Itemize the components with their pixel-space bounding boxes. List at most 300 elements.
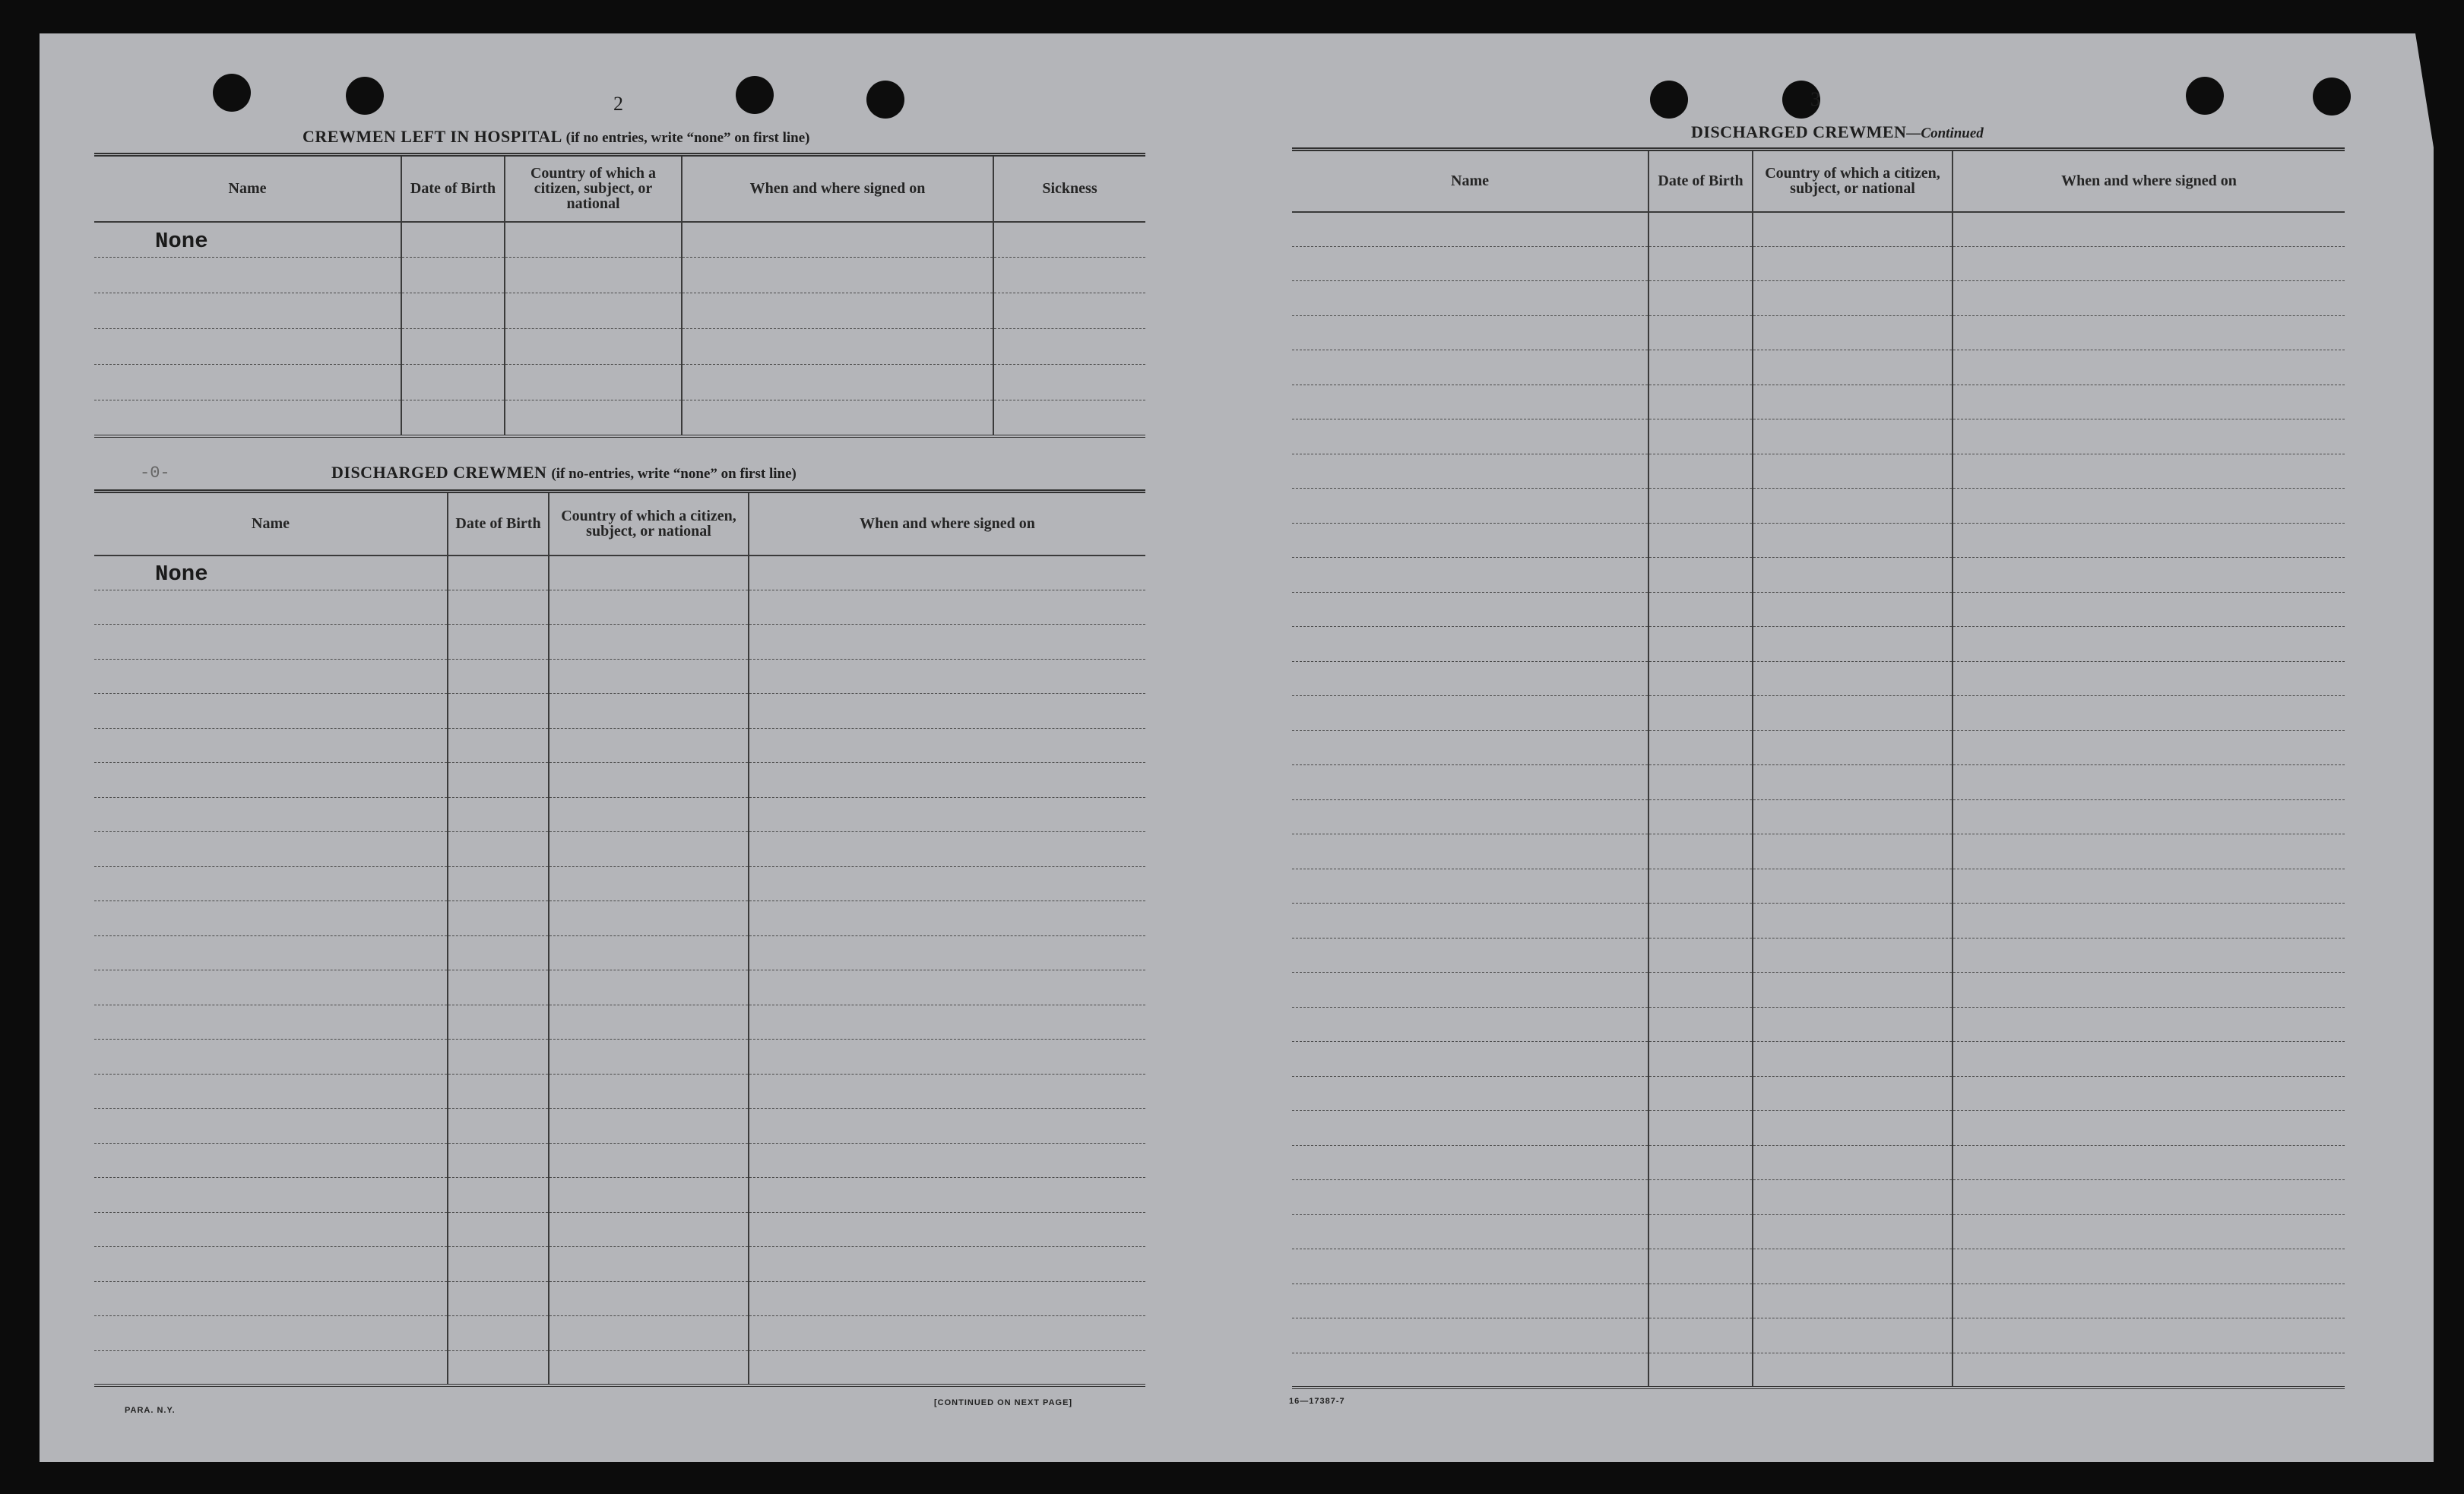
table-row — [94, 1212, 1145, 1247]
table-row — [94, 329, 1145, 365]
table-cell — [549, 1109, 749, 1144]
table-cell — [1953, 592, 2345, 627]
table-row — [1292, 1318, 2345, 1353]
table-cell — [1292, 454, 1648, 489]
table-cell — [1292, 489, 1648, 524]
table-row — [1292, 799, 2345, 834]
table-row — [94, 293, 1145, 329]
table-cell — [549, 694, 749, 729]
table-cell — [749, 1143, 1145, 1178]
table-cell — [1753, 1111, 1953, 1146]
column-header-signed-on: When and where signed on — [1953, 150, 2345, 212]
table-cell — [94, 659, 448, 694]
table-cell — [1648, 869, 1753, 904]
table-cell — [1753, 419, 1953, 454]
table-cell — [549, 590, 749, 625]
table-cell — [505, 400, 682, 436]
table-cell — [94, 1350, 448, 1385]
table-cell — [1648, 1318, 1753, 1353]
table-row — [1292, 558, 2345, 593]
continued-note: [CONTINUED ON NEXT PAGE] — [934, 1398, 1073, 1407]
table-cell — [448, 659, 549, 694]
table-cell — [448, 1040, 549, 1075]
table-row — [94, 1178, 1145, 1213]
table-row — [1292, 1249, 2345, 1284]
table-cell — [1292, 1145, 1648, 1180]
table-row — [1292, 592, 2345, 627]
table-cell — [1648, 765, 1753, 800]
table-cell — [94, 329, 401, 365]
table-cell — [1648, 1076, 1753, 1111]
table-cell — [1953, 419, 2345, 454]
table-cell — [1953, 489, 2345, 524]
printer-mark: PARA. N.Y. — [125, 1406, 176, 1415]
table-cell — [993, 222, 1145, 258]
table-cell — [1648, 419, 1753, 454]
table-cell — [682, 400, 993, 436]
table-cell — [1292, 1284, 1648, 1318]
table-cell — [401, 400, 505, 436]
table-row — [1292, 212, 2345, 247]
table-cell — [1753, 869, 1953, 904]
table-cell — [1292, 973, 1648, 1008]
table-cell — [1753, 212, 1953, 247]
table-cell — [1292, 1353, 1648, 1388]
table-cell — [448, 694, 549, 729]
table-row — [1292, 834, 2345, 869]
table-cell — [94, 1109, 448, 1144]
table-cell — [1953, 1214, 2345, 1249]
table-cell — [1953, 1318, 2345, 1353]
table-cell — [505, 329, 682, 365]
table-cell — [401, 329, 505, 365]
table-cell — [448, 797, 549, 832]
table-cell — [1648, 489, 1753, 524]
table-row — [1292, 1076, 2345, 1111]
table-cell — [94, 556, 448, 590]
table-cell — [1648, 1111, 1753, 1146]
table-row — [1292, 1180, 2345, 1215]
table-row — [1292, 385, 2345, 419]
table-cell — [1292, 938, 1648, 973]
table-cell — [749, 1316, 1145, 1351]
table-cell — [1953, 973, 2345, 1008]
table-cell — [749, 694, 1145, 729]
table-cell — [1753, 523, 1953, 558]
hospital-title-instruction: (if no entries, write “none” on first line) — [565, 130, 810, 146]
table-cell — [1648, 1145, 1753, 1180]
column-header-name: Name — [94, 492, 448, 556]
table-cell — [1953, 869, 2345, 904]
table-cell — [993, 365, 1145, 400]
table-row — [1292, 419, 2345, 454]
table-cell — [448, 590, 549, 625]
table-cell — [94, 763, 448, 798]
continued-table — [1292, 147, 2345, 1389]
table-cell — [1753, 1007, 1953, 1042]
table-cell — [1292, 869, 1648, 904]
table-cell — [682, 222, 993, 258]
table-row — [94, 556, 1145, 590]
table-row — [94, 625, 1145, 660]
table-cell — [1292, 799, 1648, 834]
table-cell — [505, 365, 682, 400]
table-cell — [1292, 696, 1648, 731]
table-cell — [1292, 765, 1648, 800]
table-cell — [749, 1074, 1145, 1109]
table-cell — [749, 866, 1145, 901]
table-cell — [549, 1316, 749, 1351]
punch-hole — [2313, 78, 2351, 116]
table-cell — [1648, 973, 1753, 1008]
table-cell — [401, 222, 505, 258]
continued-label: —Continued — [1906, 125, 1984, 141]
table-cell — [1953, 523, 2345, 558]
table-row — [94, 694, 1145, 729]
table-row — [1292, 938, 2345, 973]
table-row — [1292, 973, 2345, 1008]
table-row — [1292, 904, 2345, 938]
table-cell — [749, 659, 1145, 694]
table-cell — [993, 293, 1145, 329]
table-cell — [94, 1212, 448, 1247]
table-cell — [1292, 385, 1648, 419]
table-cell — [505, 222, 682, 258]
table-cell — [549, 1178, 749, 1213]
column-header-country: Country of which a citizen, subject, or national — [549, 492, 749, 556]
table-row — [94, 797, 1145, 832]
table-cell — [1648, 281, 1753, 316]
punch-hole — [346, 77, 384, 115]
table-row — [1292, 350, 2345, 385]
table-cell — [94, 694, 448, 729]
column-header-signed-on: When and where signed on — [682, 155, 993, 222]
form-number: 16—17387-7 — [1289, 1397, 1345, 1406]
table-row — [1292, 1214, 2345, 1249]
table-cell — [1292, 1076, 1648, 1111]
discharged-table — [94, 489, 1145, 1387]
table-cell — [1648, 1042, 1753, 1077]
table-cell — [94, 1316, 448, 1351]
table-cell — [1953, 385, 2345, 419]
table-cell — [1648, 558, 1753, 593]
table-cell — [448, 1143, 549, 1178]
table-cell — [94, 293, 401, 329]
table-row — [94, 590, 1145, 625]
column-header-country: Country of which a citizen, subject, or national — [505, 155, 682, 222]
table-cell — [1953, 799, 2345, 834]
table-cell — [1648, 246, 1753, 281]
table-cell — [1753, 834, 1953, 869]
hospital-title-text: CREWMEN LEFT IN HOSPITAL — [302, 127, 562, 146]
table-cell — [1953, 938, 2345, 973]
typed-entry: None — [155, 561, 208, 587]
table-row — [1292, 1353, 2345, 1388]
table-cell — [448, 970, 549, 1005]
punch-hole — [866, 81, 904, 119]
table-cell — [1953, 281, 2345, 316]
table-row — [94, 1316, 1145, 1351]
table-cell — [1292, 419, 1648, 454]
table-cell — [1292, 592, 1648, 627]
table-cell — [749, 1109, 1145, 1144]
table-cell — [1753, 696, 1953, 731]
table-cell — [1753, 938, 1953, 973]
table-cell — [1292, 281, 1648, 316]
table-cell — [1292, 661, 1648, 696]
table-cell — [1753, 592, 1953, 627]
table-cell — [1753, 765, 1953, 800]
table-cell — [1292, 523, 1648, 558]
column-header-name: Name — [1292, 150, 1648, 212]
table-cell — [1753, 281, 1953, 316]
table-cell — [682, 365, 993, 400]
table-cell — [1648, 315, 1753, 350]
column-header-date-of-birth: Date of Birth — [1648, 150, 1753, 212]
table-cell — [1953, 1284, 2345, 1318]
table-cell — [94, 1247, 448, 1282]
column-header-date-of-birth: Date of Birth — [401, 155, 505, 222]
table-cell — [1753, 730, 1953, 765]
table-cell — [1953, 904, 2345, 938]
table-cell — [94, 1074, 448, 1109]
table-cell — [448, 1281, 549, 1316]
table-row — [1292, 765, 2345, 800]
discharged-section-title — [331, 463, 797, 483]
table-cell — [1753, 315, 1953, 350]
table-row — [1292, 1111, 2345, 1146]
table-cell — [1953, 1111, 2345, 1146]
table-cell — [1648, 454, 1753, 489]
table-cell — [1648, 1284, 1753, 1318]
table-cell — [549, 1247, 749, 1282]
table-cell — [1292, 1111, 1648, 1146]
table-cell — [1753, 350, 1953, 385]
table-cell — [749, 797, 1145, 832]
table-cell — [749, 728, 1145, 763]
table-cell — [749, 832, 1145, 867]
page-left — [40, 33, 1218, 1462]
table-cell — [749, 1350, 1145, 1385]
hospital-section-title — [302, 127, 809, 147]
table-cell — [1953, 765, 2345, 800]
table-cell — [1953, 1007, 2345, 1042]
table-row — [94, 832, 1145, 867]
table-cell — [448, 763, 549, 798]
table-cell — [1753, 489, 1953, 524]
table-row — [1292, 1007, 2345, 1042]
table-cell — [1953, 350, 2345, 385]
table-cell — [549, 970, 749, 1005]
table-row — [94, 659, 1145, 694]
table-row — [94, 222, 1145, 258]
table-cell — [1292, 1180, 1648, 1215]
table-cell — [1953, 730, 2345, 765]
table-cell — [1292, 730, 1648, 765]
column-header-signed-on: When and where signed on — [749, 492, 1145, 556]
table-cell — [1953, 246, 2345, 281]
table-cell — [448, 1074, 549, 1109]
table-cell — [94, 866, 448, 901]
table-cell — [1292, 904, 1648, 938]
table-cell — [1292, 246, 1648, 281]
table-cell — [1753, 799, 1953, 834]
table-row — [1292, 730, 2345, 765]
table-cell — [1292, 1042, 1648, 1077]
table-cell — [1753, 246, 1953, 281]
table-cell — [749, 935, 1145, 970]
table-row — [94, 365, 1145, 400]
table-cell — [94, 901, 448, 936]
table-cell — [1648, 212, 1753, 247]
table-cell — [505, 258, 682, 293]
table-cell — [94, 365, 401, 400]
table-cell — [1648, 592, 1753, 627]
table-cell — [1953, 627, 2345, 662]
table-cell — [94, 797, 448, 832]
table-cell — [1292, 1214, 1648, 1249]
table-cell — [549, 763, 749, 798]
table-row — [1292, 1145, 2345, 1180]
table-cell — [1753, 904, 1953, 938]
table-cell — [1292, 558, 1648, 593]
table-row — [1292, 454, 2345, 489]
table-row — [94, 258, 1145, 293]
table-cell — [682, 329, 993, 365]
table-cell — [448, 625, 549, 660]
table-cell — [1753, 454, 1953, 489]
table-cell — [1953, 1249, 2345, 1284]
table-cell — [549, 1143, 749, 1178]
table-row — [94, 866, 1145, 901]
column-header-country: Country of which a citizen, subject, or national — [1753, 150, 1953, 212]
table-row — [1292, 281, 2345, 316]
table-cell — [549, 728, 749, 763]
table-cell — [749, 556, 1145, 590]
table-cell — [1753, 661, 1953, 696]
table-cell — [549, 832, 749, 867]
table-cell — [1753, 1180, 1953, 1215]
table-cell — [448, 866, 549, 901]
table-cell — [94, 832, 448, 867]
table-cell — [1648, 1180, 1753, 1215]
table-cell — [401, 293, 505, 329]
table-cell — [1648, 385, 1753, 419]
table-cell — [549, 1350, 749, 1385]
table-cell — [1648, 627, 1753, 662]
table-cell — [749, 1178, 1145, 1213]
discharged-title-text: DISCHARGED CREWMEN — [331, 463, 547, 482]
table-row — [94, 728, 1145, 763]
table-cell — [448, 832, 549, 867]
table-cell — [448, 901, 549, 936]
table-cell — [749, 970, 1145, 1005]
table-cell — [1953, 834, 2345, 869]
table-cell — [1753, 1042, 1953, 1077]
table-row — [1292, 627, 2345, 662]
table-row — [94, 1143, 1145, 1178]
table-row — [1292, 489, 2345, 524]
continued-title-text: DISCHARGED CREWMEN — [1691, 122, 1907, 141]
table-cell — [94, 970, 448, 1005]
table-cell — [682, 258, 993, 293]
table-cell — [1648, 696, 1753, 731]
table-cell — [401, 365, 505, 400]
table-cell — [1753, 1214, 1953, 1249]
table-cell — [749, 1040, 1145, 1075]
table-cell — [94, 1281, 448, 1316]
table-cell — [94, 1178, 448, 1213]
table-cell — [749, 590, 1145, 625]
table-cell — [448, 1178, 549, 1213]
table-cell — [1953, 315, 2345, 350]
table-row — [94, 1247, 1145, 1282]
table-cell — [1753, 973, 1953, 1008]
table-cell — [749, 763, 1145, 798]
table-cell — [549, 866, 749, 901]
table-cell — [549, 625, 749, 660]
table-cell — [549, 1040, 749, 1075]
table-cell — [448, 1109, 549, 1144]
table-cell — [505, 293, 682, 329]
table-cell — [448, 728, 549, 763]
table-cell — [749, 1247, 1145, 1282]
table-cell — [1753, 1249, 1953, 1284]
table-cell — [94, 1005, 448, 1040]
discharged-title-instruction: (if no-entries, write “none” on first line) — [551, 466, 797, 482]
table-cell — [94, 222, 401, 258]
table-cell — [749, 625, 1145, 660]
table-cell — [1648, 730, 1753, 765]
table-cell — [94, 625, 448, 660]
table-row — [94, 935, 1145, 970]
table-cell — [1953, 1042, 2345, 1077]
table-cell — [1753, 385, 1953, 419]
table-cell — [1648, 938, 1753, 973]
table-cell — [1953, 661, 2345, 696]
punch-hole — [213, 74, 251, 112]
column-header-date-of-birth: Date of Birth — [448, 492, 549, 556]
table-cell — [94, 400, 401, 436]
table-row — [94, 1074, 1145, 1109]
table-row — [1292, 246, 2345, 281]
table-cell — [1753, 1318, 1953, 1353]
table-cell — [549, 556, 749, 590]
table-row — [1292, 661, 2345, 696]
table-row — [94, 1040, 1145, 1075]
table-cell — [549, 1281, 749, 1316]
table-cell — [549, 1212, 749, 1247]
table-cell — [1648, 1214, 1753, 1249]
table-row — [1292, 696, 2345, 731]
table-row — [94, 763, 1145, 798]
table-cell — [1753, 627, 1953, 662]
table-cell — [1292, 212, 1648, 247]
table-cell — [749, 1005, 1145, 1040]
table-cell — [1953, 1353, 2345, 1388]
scanned-form — [40, 33, 2434, 1462]
table-row — [1292, 523, 2345, 558]
table-row — [94, 970, 1145, 1005]
table-cell — [993, 258, 1145, 293]
punch-hole — [1650, 81, 1688, 119]
table-cell — [1292, 350, 1648, 385]
table-cell — [1753, 1076, 1953, 1111]
table-cell — [1292, 1318, 1648, 1353]
table-cell — [1953, 696, 2345, 731]
table-cell — [749, 1212, 1145, 1247]
table-cell — [1292, 315, 1648, 350]
